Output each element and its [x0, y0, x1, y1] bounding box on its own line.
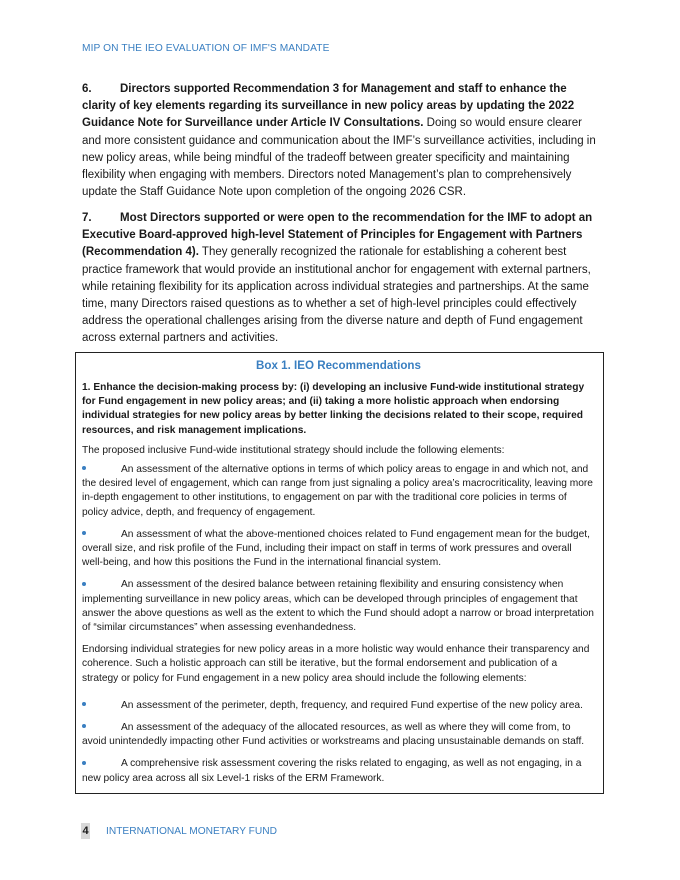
- footer-organization: INTERNATIONAL MONETARY FUND: [106, 826, 277, 837]
- bullet-text: An assessment of the perimeter, depth, frequency, and required Fund expertise of the new policy area.: [121, 699, 583, 711]
- bullet-icon: [82, 761, 86, 765]
- box-bullet: [82, 699, 595, 713]
- paragraph-body: Doing so would ensure clearer and more consistent guidance and communication about the IMF’s surveillance activities, including in new policy areas, while being mindful of the tradeoff between greater specificity and maintaining flexibility when engaging with members. Directors noted Management’s plan to comprehensively update the Staff Guidance Note upon completion of the ongoing 2026 CSR.: [82, 117, 596, 199]
- paragraph-body: They generally recognized the rationale for establishing a coherent best practice framework that would provide an institutional anchor for engagement with external partners, while retaining flexibility for its application across individual strategies and partnerships. At the same time, many Directors raised questions as to whether a set of high-level principles could effectively address the operational challenges arising from the diverse nature and depth of Fund engagement across external partners and activities.: [82, 246, 591, 345]
- bullet-icon: [82, 466, 86, 470]
- box-bullet: [82, 528, 595, 571]
- paragraph-lead: Directors supported Recommendation 3 for Management and staff to enhance the clarity of key elements regarding its surveillance in new policy areas by updating the 2022 Guidance Note for Surveillance under Article IV Consultations.: [82, 83, 575, 130]
- box-title: Box 1. IEO Recommendations: [256, 359, 421, 372]
- box-bullet: [82, 578, 595, 635]
- page-number: 4: [82, 825, 89, 837]
- box-bullet: [82, 757, 595, 785]
- recommendations-box: [75, 352, 604, 794]
- bullet-text: A comprehensive risk assessment covering the risks related to engaging, as well as not engaging, in a new policy area across all six Level-1 risks of the ERM Framework.: [82, 758, 582, 784]
- bullet-icon: [82, 531, 86, 535]
- paragraph-lead: Most Directors supported or were open to the recommendation for the IMF to adopt an Executive Board-approved high-level Statement of Principles for Engagement with Partners (Recommendation 4).: [82, 212, 593, 259]
- paragraph-number: 6.: [82, 83, 92, 95]
- bullet-text: An assessment of the desired balance between retaining flexibility and ensuring consistency when implementing surveillance in new policy areas, which can be developed through principles of engagement that answer the above questions as well as the extent to which the Fund should adopt a narrow or broad interpretation of “similar circumstances” when assessing evenhandedness.: [82, 579, 594, 634]
- box-middle: Endorsing individual strategies for new policy areas in a more holistic way would enhance their transparency and coherence. Such a holistic approach can still be iterative, but the formal endorsement and publication of a strategy or policy for Fund engagement in a new policy area should include the following elements:: [82, 644, 590, 684]
- paragraph-7: [82, 210, 596, 348]
- bullet-icon: [82, 702, 86, 706]
- bullet-icon: [82, 724, 86, 728]
- box-intro: The proposed inclusive Fund-wide institutional strategy should include the following elements:: [82, 444, 505, 456]
- box-recommendation: 1. Enhance the decision-making process by: (i) developing an inclusive Fund-wide institutional strategy for Fund engagement in new policy areas; and (ii) taking a more holistic approach when endorsing individual strategies for new policy areas by better linking the decisions related to their scope, required resources, and risk management implications.: [82, 382, 585, 436]
- paragraph-6: [82, 81, 596, 201]
- bullet-icon: [82, 582, 86, 586]
- box-bullet: [82, 721, 595, 749]
- running-head: MIP ON THE IEO EVALUATION OF IMF'S MANDATE: [82, 43, 330, 54]
- bullet-text: An assessment of the alternative options in terms of which policy areas to engage in and which not, and the desired level of engagement, which can range from just signaling a policy area’s macrocriticality, leaving more in-depth engagement to other institutions, to engagement on par with the traditional core policies in terms of policy advice, depth, and frequency of engagement.: [82, 464, 593, 518]
- bullet-text: An assessment of the adequacy of the allocated resources, as well as where they will come from, to avoid unintendedly impacting other Fund activities or workstreams and placing unsustainable demands on staff.: [82, 722, 585, 748]
- paragraph-number: 7.: [82, 212, 92, 224]
- box-bullet: [82, 463, 595, 520]
- bullet-text: An assessment of what the above-mentioned choices related to Fund engagement mean for the budget, overall size, and risk profile of the Fund, including their impact on staff in terms of work pressures and overall well-being, and how this positions the Fund in the international financial system.: [82, 528, 590, 569]
